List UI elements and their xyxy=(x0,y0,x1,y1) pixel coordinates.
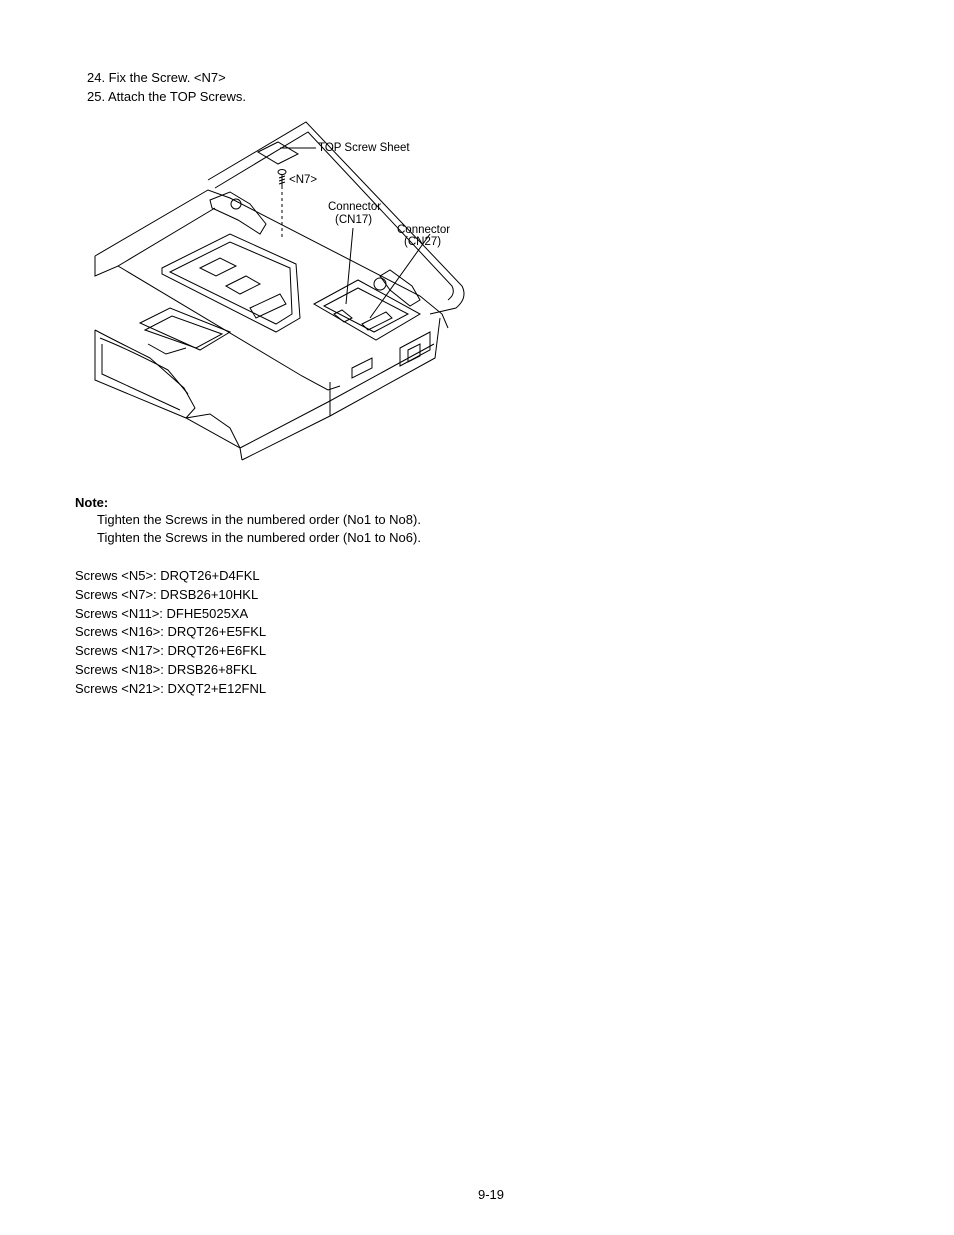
handle xyxy=(100,338,188,394)
screw-n7-icon xyxy=(278,170,286,239)
top-screw-sheet-label: TOP Screw Sheet xyxy=(318,142,410,154)
top-screw-sheet-shape xyxy=(258,142,298,164)
cn17-label-line1: Connector xyxy=(328,201,382,213)
note-line: Tighten the Screws in the numbered order (No1 to No6). xyxy=(97,530,421,545)
step-24-text: 24. Fix the Screw. <N7> xyxy=(87,70,226,85)
page-number: 9-19 xyxy=(478,1187,505,1202)
cn27-label-line1: Connector xyxy=(397,224,451,236)
cn27-label-line2: (CN27) xyxy=(404,236,442,248)
screw-item: Screws <N11>: DFHE5025XA xyxy=(75,605,249,621)
screw-item: Screws <N5>: DRQT26+D4FKL xyxy=(75,568,260,583)
note-line: Tighten the Screws in the numbered order (No1 to No8). xyxy=(97,512,421,527)
screw-item: Screws <N17>: DRQT26+E6FKL xyxy=(75,643,267,659)
screw-list xyxy=(75,567,266,699)
cn17-label-line2: (CN17) xyxy=(335,214,373,226)
screw-item: Screws <N21>: DXQT2+E12FNL xyxy=(75,680,267,696)
step-25-text: 25. Attach the TOP Screws. xyxy=(87,89,246,104)
screw-item: Screws <N16>: DRQT26+E5FKL xyxy=(75,624,267,640)
n7-label: <N7> xyxy=(289,174,318,186)
screw-item: Screws <N7>: DRSB26+10HKL xyxy=(75,586,259,602)
laptop-assembly-figure xyxy=(90,118,470,466)
screw-item: Screws <N18>: DRSB26+8FKL xyxy=(75,661,257,677)
left-hinge xyxy=(210,192,266,234)
connector-bay xyxy=(314,280,420,340)
note-title: Note: xyxy=(75,495,109,510)
front-edge xyxy=(95,330,242,460)
